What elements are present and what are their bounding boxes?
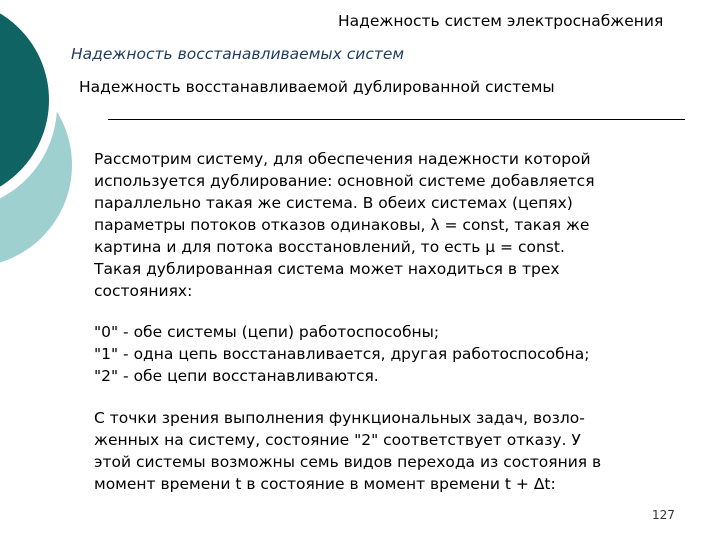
conclusion-paragraph	[94, 407, 684, 495]
conclusion-line: С точки зрения выполнения функциональных задач, возло-	[94, 409, 585, 427]
state-item: "1" - одна цепь восстанавливается, другая работоспособна;	[94, 345, 590, 363]
intro-line: Рассмотрим систему, для обеспечения надежности которой	[94, 150, 591, 168]
title-divider	[108, 119, 685, 120]
state-item: "0" - обе системы (цепи) работоспособны;	[94, 323, 440, 341]
conclusion-line: женных на систему, состояние "2" соответствует отказу. У	[94, 431, 581, 449]
states-list	[94, 321, 684, 387]
intro-line: состояниях:	[94, 282, 193, 300]
intro-line: используется дублирование: основной системе добавляется	[94, 172, 595, 190]
intro-paragraph	[94, 148, 684, 302]
state-item: "2" - обе цепи восстанавливаются.	[94, 367, 379, 385]
page-number: 127	[652, 508, 675, 522]
intro-line: картина и для потока восстановлений, то есть μ = const.	[94, 238, 565, 256]
intro-line: Такая дублированная система может находиться в трех	[94, 260, 560, 278]
intro-line: параметры потоков отказов одинаковы, λ = const, такая же	[94, 216, 590, 234]
intro-line: параллельно такая же система. В обеих системах (цепях)	[94, 194, 573, 212]
conclusion-line: момент времени t в состояние в момент времени t + Δt:	[94, 475, 556, 493]
slide-title: Надежность восстанавливаемой дублированной системы	[79, 78, 555, 96]
presentation-title: Надежность систем электроснабжения	[338, 12, 664, 30]
section-title: Надежность восстанавливаемых систем	[71, 45, 405, 63]
conclusion-line: этой системы возможны семь видов перехода из состояния в	[94, 453, 602, 471]
